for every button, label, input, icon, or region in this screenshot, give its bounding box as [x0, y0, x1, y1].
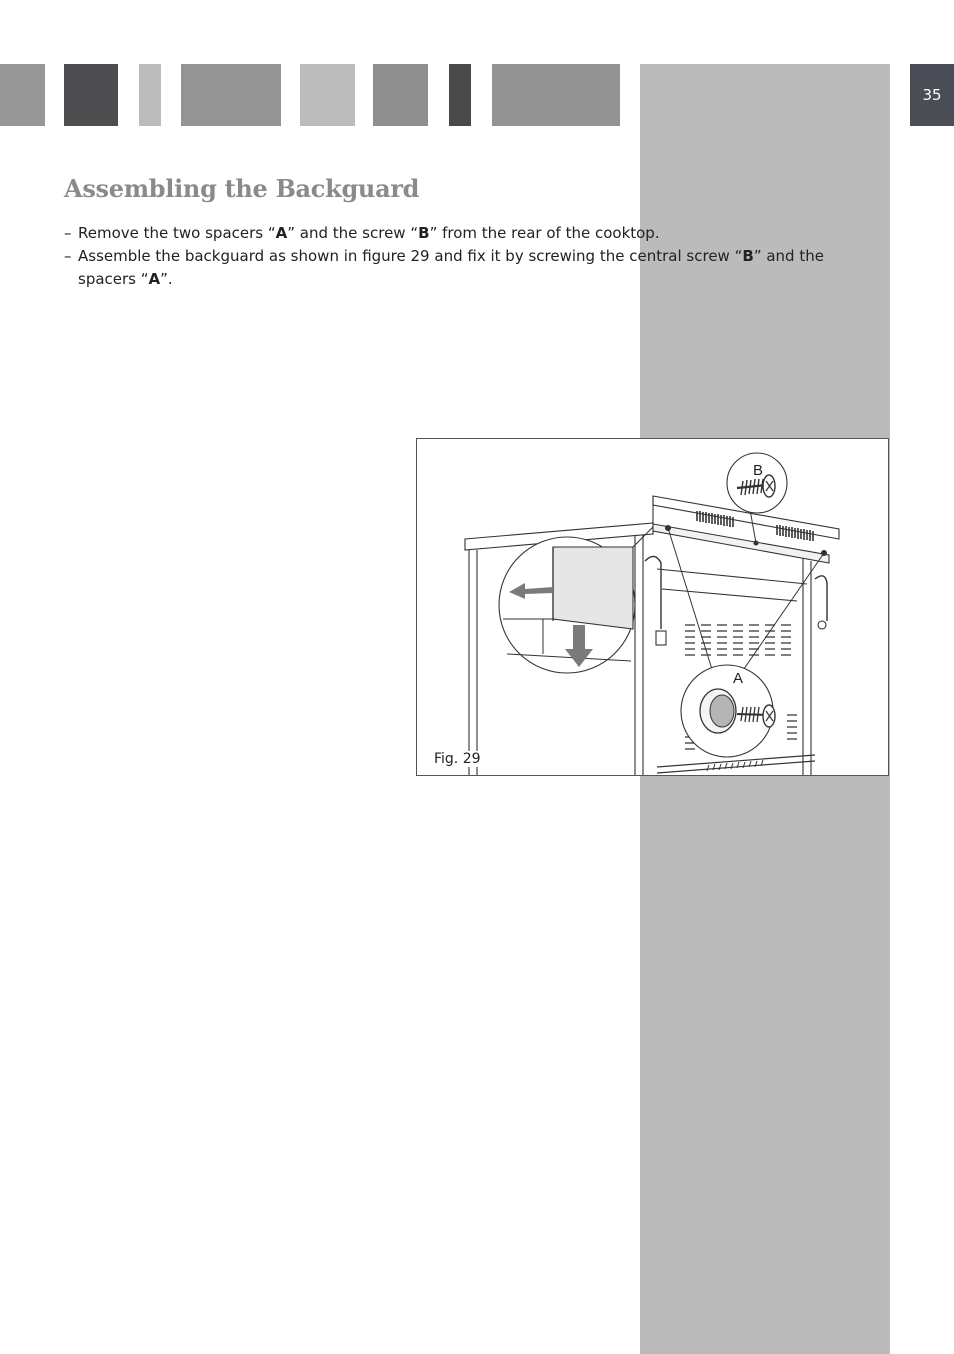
ref-letter: A	[275, 224, 288, 242]
header-block-1	[0, 64, 45, 126]
callout-label-a: A	[733, 670, 744, 687]
figure-caption: Fig. 29	[434, 751, 481, 767]
instruction-item	[64, 222, 824, 245]
header-block-7	[449, 64, 471, 126]
header-block-3	[139, 64, 161, 126]
instruction-item	[64, 245, 824, 291]
instruction-list	[64, 222, 824, 291]
header-block-2	[64, 64, 118, 126]
ref-letter: B	[742, 247, 754, 265]
section-title: Assembling the Backguard	[64, 174, 420, 203]
list-dash: –	[64, 247, 72, 265]
header-block-5	[300, 64, 355, 126]
header-block-4	[181, 64, 281, 126]
ref-letter: B	[418, 224, 430, 242]
instruction-text: ”.	[160, 270, 173, 288]
list-dash: –	[64, 224, 72, 242]
instruction-text: ” and the spacers “	[78, 247, 824, 288]
instruction-text: ” from the rear of the cooktop.	[429, 224, 660, 242]
instruction-text: ” and the screw “	[287, 224, 419, 242]
backguard-illustration	[417, 439, 888, 775]
instruction-text: Assemble the backguard as shown in figure 29 and fix it by screwing the central screw “	[78, 247, 743, 265]
ref-letter: A	[148, 270, 161, 288]
instruction-text: Remove the two spacers “	[78, 224, 276, 242]
figure-29	[416, 438, 889, 776]
page-number: 35	[910, 64, 954, 126]
header-block-6	[373, 64, 428, 126]
callout-label-b: B	[753, 462, 764, 479]
header-block-8	[492, 64, 620, 126]
